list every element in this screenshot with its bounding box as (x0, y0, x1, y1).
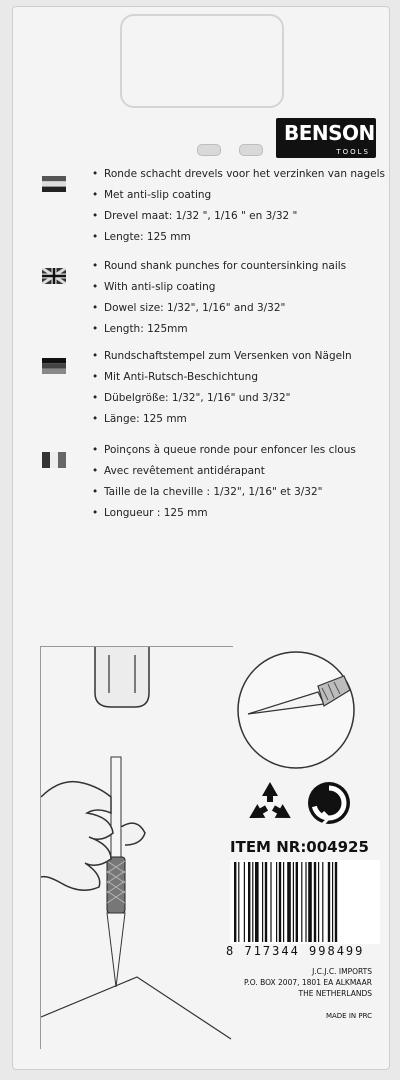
flag-de-icon (42, 358, 66, 374)
made-in-label: MADE IN PRC (325, 1012, 372, 1020)
list-item: • Mit Anti-Rutsch-Beschichtung (92, 367, 392, 388)
item-number: ITEM NR:004925 (230, 838, 369, 856)
section-de (92, 346, 392, 430)
brand-name: BENSON (284, 121, 375, 145)
barcode-number: 8 717344 998499 (226, 944, 365, 958)
usage-illustration (40, 646, 233, 1049)
address-line: J.C.J.C. IMPORTS (312, 967, 372, 976)
list-item: • Dübelgröße: 1/32", 1/16" und 3/32" (92, 388, 392, 409)
importer-address (244, 966, 372, 999)
tip-detail-illustration (236, 650, 356, 770)
list-item: • With anti-slip coating (92, 277, 392, 298)
hand-punch-drawing (41, 647, 233, 1049)
section-nl (92, 164, 392, 248)
section-en (92, 256, 392, 340)
list-item: • Taille de la cheville : 1/32", 1/16" et 3/32" (92, 482, 392, 503)
flag-fr-icon (42, 452, 66, 468)
list-item: • Ronde schacht drevels voor het verzinken van nagels (92, 164, 392, 185)
list-item: • Longueur : 125 mm (92, 503, 392, 524)
barcode (230, 860, 380, 944)
hang-slot (120, 14, 284, 108)
list-item: • Avec revêtement antidérapant (92, 461, 392, 482)
section-fr (92, 440, 392, 524)
list-item: • Lengte: 125 mm (92, 227, 392, 248)
recycle-icon (244, 778, 296, 830)
flag-uk-icon (42, 268, 66, 284)
list-item: • Met anti-slip coating (92, 185, 392, 206)
list-item: • Dowel size: 1/32", 1/16" and 3/32" (92, 298, 392, 319)
address-line: P.O. BOX 2007, 1801 EA ALKMAAR (243, 978, 372, 987)
list-item: • Round shank punches for countersinking nails (92, 256, 392, 277)
rivet-left (197, 144, 221, 156)
list-item: • Länge: 125 mm (92, 409, 392, 430)
address-line: THE NETHERLANDS (298, 989, 372, 998)
list-item: • Drevel maat: 1/32 ", 1/16 " en 3/32 " (92, 206, 392, 227)
list-item: • Poinçons à queue ronde pour enfoncer les clous (92, 440, 392, 461)
rivet-right (239, 144, 263, 156)
list-item: • Rundschaftstempel zum Versenken von Nägeln (92, 346, 392, 367)
benson-logo (276, 118, 376, 158)
flag-nl-icon (42, 176, 66, 192)
green-dot-icon (306, 780, 352, 826)
brand-sub: TOOLS (336, 148, 370, 156)
list-item: • Length: 125mm (92, 319, 392, 340)
